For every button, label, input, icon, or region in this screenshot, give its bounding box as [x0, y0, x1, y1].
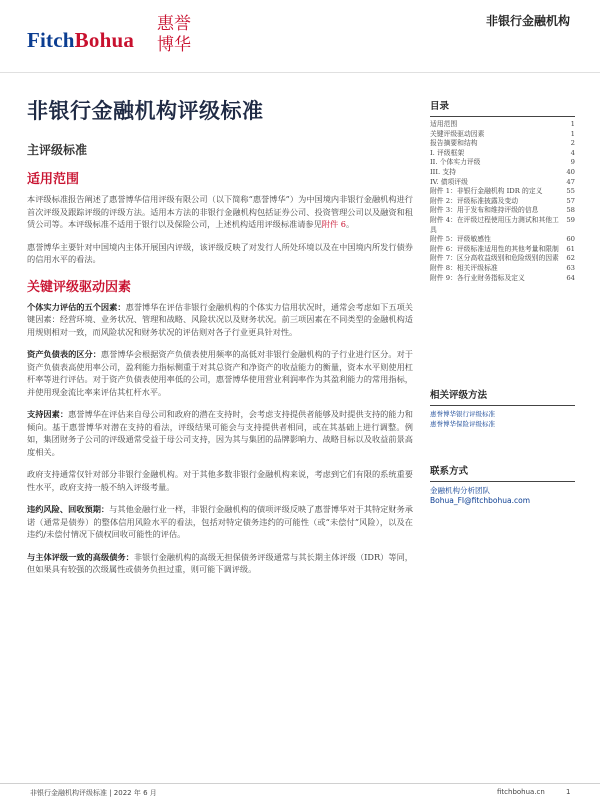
toc-item[interactable] — [430, 149, 575, 159]
logo-fitch-text: Fitch — [27, 28, 75, 52]
toc-item-page: 1 — [570, 120, 575, 128]
toc-item-page: 4 — [570, 148, 575, 157]
logo-cn-bottom: 博华 — [157, 35, 191, 55]
driver-paragraph — [27, 503, 413, 541]
toc-item-page: 58 — [566, 206, 575, 215]
driver-text: 惠誉博华在评估非银行金融机构的个体实力信用状况时，通常会考虑如下五项关键因素：经营环境、业务状况、管理和战略、风险状况以及财务状况。前三项因素在不同类型的金融机构适用规则相对一致，而风险状况和财务状况的评估则对各子行业更具针对性。 — [27, 301, 413, 337]
toc-item-label: 附件 9：各行业财务指标及定义 — [430, 273, 525, 282]
footer-page-number: 1 — [566, 788, 571, 796]
toc-item[interactable] — [430, 187, 575, 197]
toc-item-label: 附件 6：评级标准适用性的其他考量和限制 — [430, 244, 559, 253]
toc-item-page: 63 — [566, 263, 575, 272]
related-link[interactable]: 惠誉博华保险评级标准 — [430, 420, 495, 428]
driver-paragraph — [27, 301, 413, 339]
toc-item-label: 适用范围 — [430, 120, 458, 128]
table-of-contents — [430, 98, 575, 283]
footer-divider — [0, 783, 600, 784]
toc-item[interactable] — [430, 254, 575, 264]
related-link[interactable]: 惠誉博华银行评级标准 — [430, 410, 495, 418]
toc-heading: 目录 — [430, 98, 575, 117]
scope-paragraph — [27, 193, 413, 231]
toc-item-label: 附件 5：评级敏感性 — [430, 235, 491, 244]
driver-text: 与其他金融行业一样，非银行金融机构的债项评级反映了惠誉博华对于其特定财务承诺（通常是债券）的整体信用风险水平的看法，包括对特定债务违约的可能性（或“未偿付”风险），以及在违约/未偿付情况下债权回收可能性的评估。 — [27, 504, 413, 539]
toc-item-page: 40 — [566, 167, 575, 176]
toc-item-page: 47 — [566, 177, 575, 186]
toc-item-label: 附件 3：用于发布和维持评级的信息 — [430, 206, 539, 215]
header-divider — [0, 72, 600, 73]
toc-item[interactable] — [430, 139, 575, 149]
toc-item-page: 62 — [566, 254, 575, 263]
driver-label: 个体实力评估的五个因素： — [27, 301, 126, 312]
toc-item-label: 关键评级驱动因素 — [430, 129, 485, 138]
logo-wordmark — [27, 28, 134, 53]
toc-item-page: 60 — [566, 235, 575, 244]
toc-item-label: IV. 债项评级 — [430, 177, 468, 186]
related-criteria — [430, 387, 575, 429]
footer-document-info: 非银行金融机构评级标准 | 2022 年 6 月 — [30, 789, 157, 797]
document-title: 非银行金融机构评级标准 — [27, 99, 264, 123]
logo-cn-top: 惠誉 — [157, 14, 191, 34]
toc-item[interactable] — [430, 130, 575, 140]
toc-item[interactable] — [430, 216, 575, 235]
toc-item[interactable] — [430, 158, 575, 168]
toc-list — [430, 120, 575, 283]
header-section-label: 非银行金融机构 — [485, 14, 570, 28]
scope-paragraph-2: 惠誉博华主要针对中国境内主体开展国内评级，该评级反映了对发行人所处环境以及在中国境内所发行债券的信用水平的看法。 — [27, 241, 413, 264]
toc-item-page: 61 — [566, 244, 575, 253]
logo-chinese-mark — [155, 14, 193, 58]
scope-heading: 适用范围 — [27, 172, 80, 187]
logo-bohua-text: Bohua — [74, 28, 135, 52]
toc-item[interactable] — [430, 274, 575, 284]
toc-item[interactable] — [430, 235, 575, 245]
driver-text: 惠誉博华会根据资产负债表使用频率的高低对非银行金融机构的子行业进行区分。对于资产负债表高使用率公司，盈利能力指标侧重于对其总资产和净资产的收益能力的衡量，资本水平则使用杠杆率等进行评估。对于资产负债表使用率低的公司，惠誉博华使用营业利润率作为其盈利能力的常用指标，并使用现金流比率来评估其杠杆水平。 — [27, 349, 413, 397]
toc-item[interactable] — [430, 178, 575, 188]
toc-item-page: 2 — [570, 139, 575, 148]
toc-item-label: II. 个体实力评级 — [430, 158, 481, 167]
related-list — [430, 409, 575, 429]
related-heading: 相关评级方法 — [430, 387, 575, 406]
toc-item-page: 9 — [570, 158, 575, 167]
footer-website-link[interactable]: fitchbohua.cn — [497, 788, 545, 796]
driver-paragraph — [27, 348, 413, 398]
toc-item-page: 57 — [566, 196, 575, 205]
driver-label: 支持因素： — [27, 409, 69, 419]
toc-item-label: III. 支持 — [430, 167, 456, 176]
toc-item-label: 附件 1：非银行金融机构 IDR 的定义 — [430, 187, 543, 196]
driver-label: 违约风险、回收预期： — [27, 504, 110, 514]
scope-text-end: 。 — [345, 219, 355, 229]
toc-item-page: 55 — [566, 187, 575, 196]
driver-label: 资产负债表的区分： — [27, 349, 101, 359]
main-column — [27, 95, 413, 586]
driver-label: 与主体评级一致的高级债务： — [27, 551, 134, 562]
contact-body — [430, 486, 575, 506]
toc-item-page: 59 — [566, 215, 575, 224]
driver-text: 政府支持通常仅针对部分非银行金融机构。对于其他多数非银行金融机构来说，考虑到它们有限的系统重要性水平，政府支持一般不纳入评级考量。 — [27, 469, 413, 492]
toc-item-label: 附件 2：评级标准披露及变动 — [430, 196, 519, 205]
contact-heading: 联系方式 — [430, 463, 575, 482]
toc-item[interactable] — [430, 245, 575, 255]
toc-item[interactable] — [430, 264, 575, 274]
contact-section — [430, 463, 575, 506]
drivers-heading: 关键评级驱动因素 — [27, 279, 132, 295]
appendix-6-link[interactable]: 附件 6 — [321, 219, 346, 229]
driver-text: 非银行金融机构的高级无担保债务评级通常与其长期主体评级（IDR）等同，但如果具有较强的次级属性或债务负担过重，则可能下调评级。 — [27, 551, 413, 574]
toc-item-label: 报告摘要和结构 — [430, 139, 478, 148]
toc-item[interactable] — [430, 120, 575, 130]
driver-text: 惠誉博华在评估来自母公司和政府的潜在支持时，会考虑支持提供者能够及时提供支持的能力和倾向。基于惠誉博华对潜在支持的看法，评级结果可能会与支持提供者相同，或在其基础上进行调整。例如，集团财务子公司的评级通常受益于母公司支持，因为其与集团的品牌影响力、战略目标以及收益前景高度相关。 — [27, 409, 413, 457]
toc-item-page: 1 — [570, 129, 575, 138]
contact-team: 金融机构分析团队 — [430, 486, 490, 495]
toc-item[interactable] — [430, 168, 575, 178]
driver-paragraph — [27, 551, 413, 576]
driver-paragraph — [27, 468, 413, 493]
driver-paragraph — [27, 408, 413, 458]
toc-item-label: I. 评级框架 — [430, 148, 465, 157]
fitch-bohua-logo — [27, 14, 202, 58]
scope-text: 本评级标准报告阐述了惠誉博华信用评级有限公司（以下简称“惠誉博华”）为中国境内非银行金融机构进行首次评级及跟踪评级的评级方法。适用本方法的非银行金融机构包括证券公司、投资管理公司以及融资和租赁公司等。本评级标准不适用于银行以及保险公司，上述机构适用评级标准请参见 — [27, 194, 413, 229]
toc-item-label: 附件 7：区分高收益级别和危险级别的因素 — [430, 254, 559, 263]
toc-item-label: 附件 4：在评级过程使用压力测试和其他工具 — [430, 215, 559, 234]
toc-item-page: 64 — [566, 273, 575, 282]
contact-email-link[interactable]: Bohua_FI@fitchbohua.com — [430, 496, 531, 505]
toc-item[interactable] — [430, 206, 575, 216]
toc-item[interactable] — [430, 197, 575, 207]
toc-item-label: 附件 8：相关评级标准 — [430, 263, 498, 272]
document-subtitle: 主评级标准 — [27, 143, 88, 157]
